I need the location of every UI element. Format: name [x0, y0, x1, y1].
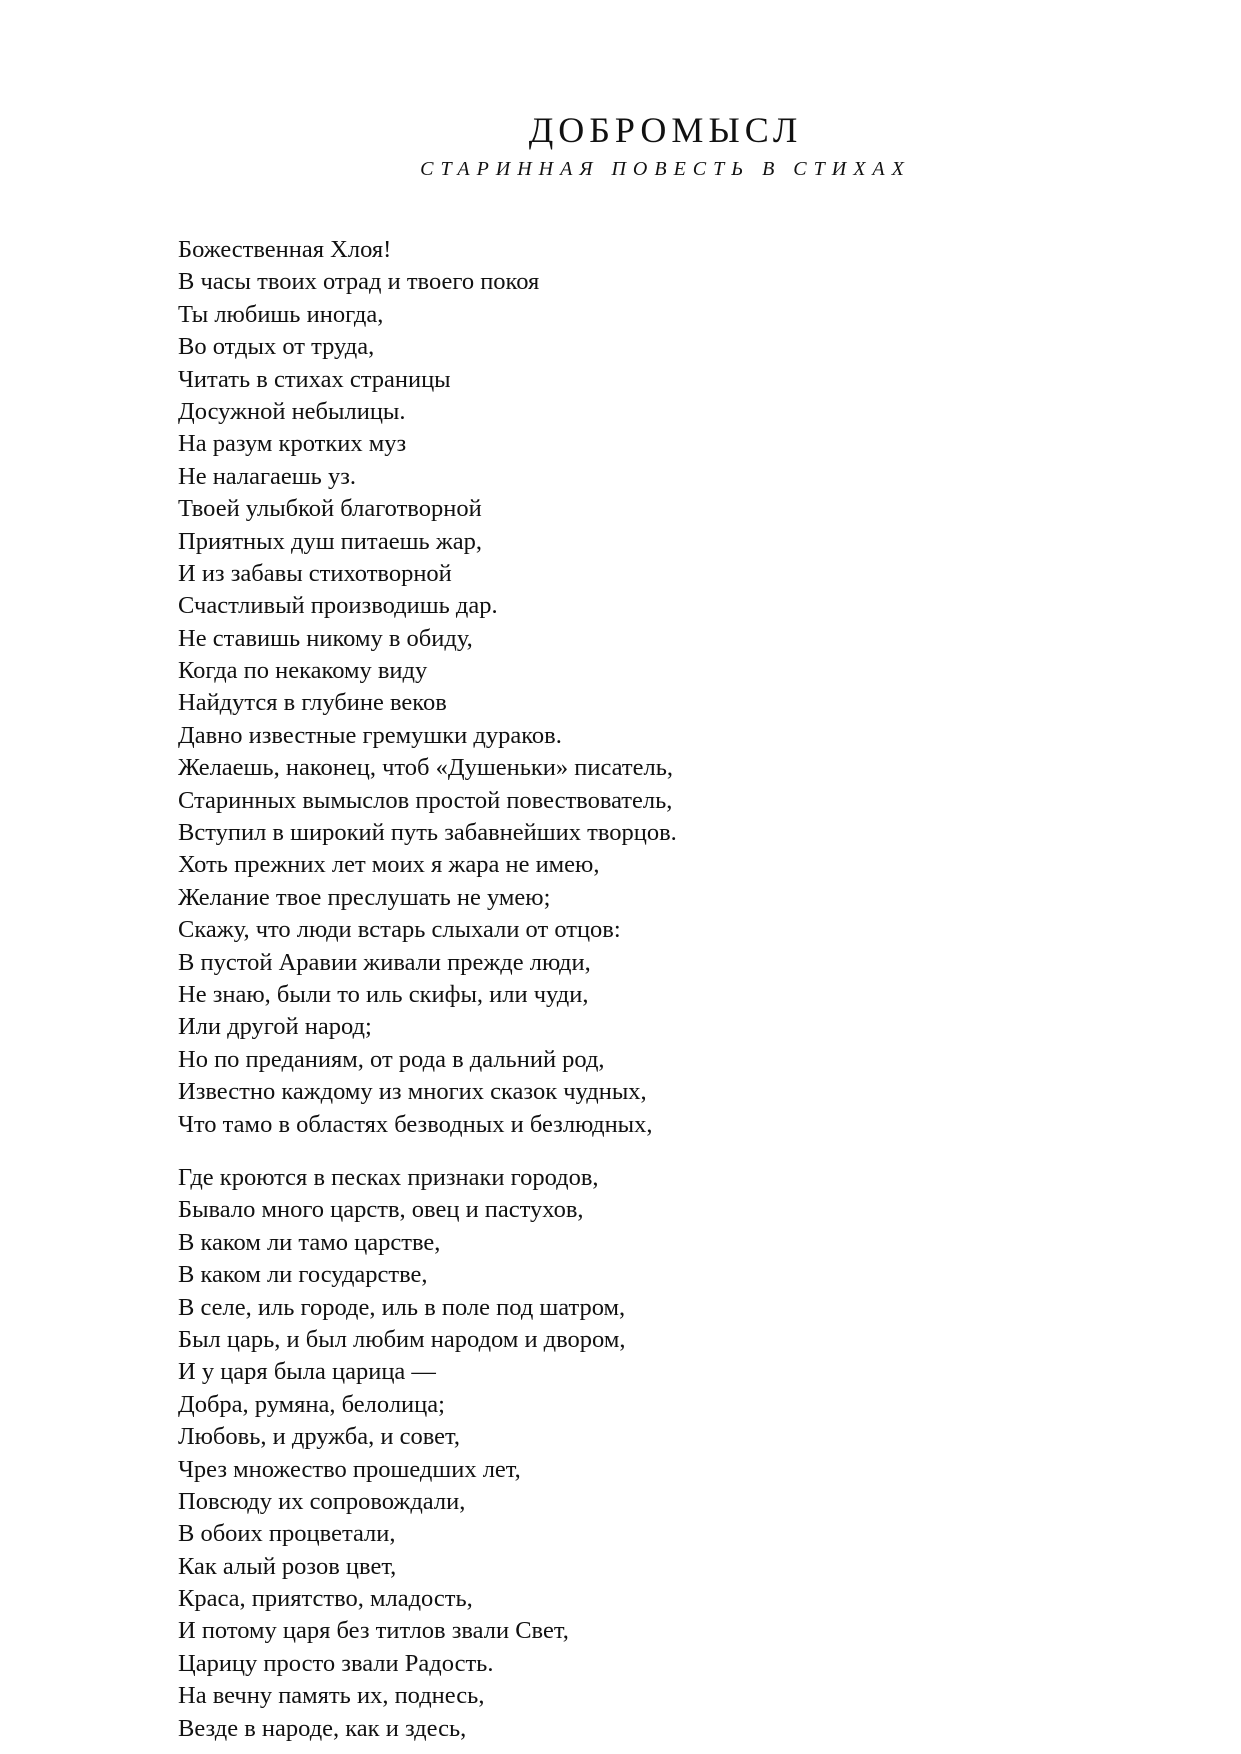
verse-line: Любовь, и дружба, и совет,	[178, 1423, 461, 1451]
verse-line: Скажу, что люди встарь слыхали от отцов:	[178, 916, 621, 944]
verse-line: Чрез множество прошедших лет,	[178, 1455, 521, 1483]
verse-line: Краса, приятство, младость,	[178, 1585, 473, 1613]
verse-line: И из забавы стихотворной	[178, 559, 452, 587]
verse-line: Желаешь, наконец, чтоб «Душеньки» писатель,	[178, 754, 674, 782]
verse-line: Добра, румяна, белолица;	[178, 1390, 445, 1418]
verse-line: Твоей улыбкой благотворной	[178, 495, 482, 523]
verse-line: Царицу просто звали Радость.	[178, 1649, 494, 1677]
verse-line: Найдутся в глубине веков	[178, 689, 447, 717]
stanza	[178, 234, 677, 1141]
verse-line: Во отдых от труда,	[178, 333, 375, 361]
verse-line: Читать в стихах страницы	[178, 365, 451, 393]
verse-line: Не ставишь никому в обиду,	[178, 624, 473, 652]
verse-line: Хоть прежних лет моих я жара не имею,	[178, 851, 600, 879]
verse-line: Где кроются в песках признаки городов,	[178, 1164, 599, 1191]
verse-line: Везде в народе, как и здесь,	[178, 1714, 467, 1742]
verse-line: Бывало много царств, овец и пастухов,	[178, 1196, 584, 1224]
verse-line: Счастливый производишь дар.	[178, 592, 498, 620]
verse-line: Желание твое преслушать не умею;	[178, 883, 551, 911]
verse-line: Известно каждому из многих сказок чудных,	[178, 1078, 647, 1106]
verse-line: Что тамо в областях безводных и безлюдных,	[178, 1110, 653, 1138]
verse-line: В каком ли государстве,	[178, 1261, 428, 1289]
verse-line: В часы твоих отрад и твоего покоя	[178, 268, 540, 296]
verse-line: Был царь, и был любим народом и двором,	[178, 1325, 626, 1353]
verse-line: Ты любишь иногда,	[178, 300, 384, 328]
verse-line: Вступил в широкий путь забавнейших творцов.	[178, 819, 677, 847]
stanza	[178, 1162, 625, 1745]
verse-line: На вечну память их, поднесь,	[178, 1682, 485, 1710]
verse-line: В пустой Аравии живали прежде люди,	[178, 948, 591, 976]
verse-line: Повсюду их сопровождали,	[178, 1487, 466, 1515]
verse-line: И у царя была царица —	[178, 1358, 436, 1386]
verse-line: Старинных вымыслов простой повествователь,	[178, 786, 673, 814]
verse-line: Приятных душ питаешь жар,	[178, 527, 483, 555]
poem-title: ДОБРОМЫСЛ	[528, 110, 803, 150]
verse-line: Когда по некакому виду	[178, 657, 428, 685]
verse-line: В каком ли тамо царстве,	[178, 1228, 441, 1256]
verse-line: Не знаю, были то иль скифы, или чуди,	[178, 980, 589, 1008]
verse-line: Божественная Хлоя!	[178, 236, 392, 263]
verse-line: На разум кротких муз	[178, 430, 407, 458]
verse-line: В селе, иль городе, иль в поле под шатром,	[178, 1293, 626, 1321]
verse-line: Но по преданиям, от рода в дальний род,	[178, 1045, 605, 1073]
verse-line: Или другой народ;	[178, 1013, 372, 1041]
poem-subtitle: СТАРИННАЯ ПОВЕСТЬ В СТИХАХ	[420, 158, 911, 180]
verse-line: Давно известные гремушки дураков.	[178, 721, 562, 749]
verse-line: Не налагаешь уз.	[178, 462, 357, 490]
verse-line: И потому царя без титлов звали Свет,	[178, 1617, 569, 1645]
verse-line: В обоих процветали,	[178, 1520, 396, 1548]
verse-line: Досужной небылицы.	[178, 397, 406, 425]
verse-line: Как алый розов цвет,	[178, 1552, 397, 1580]
